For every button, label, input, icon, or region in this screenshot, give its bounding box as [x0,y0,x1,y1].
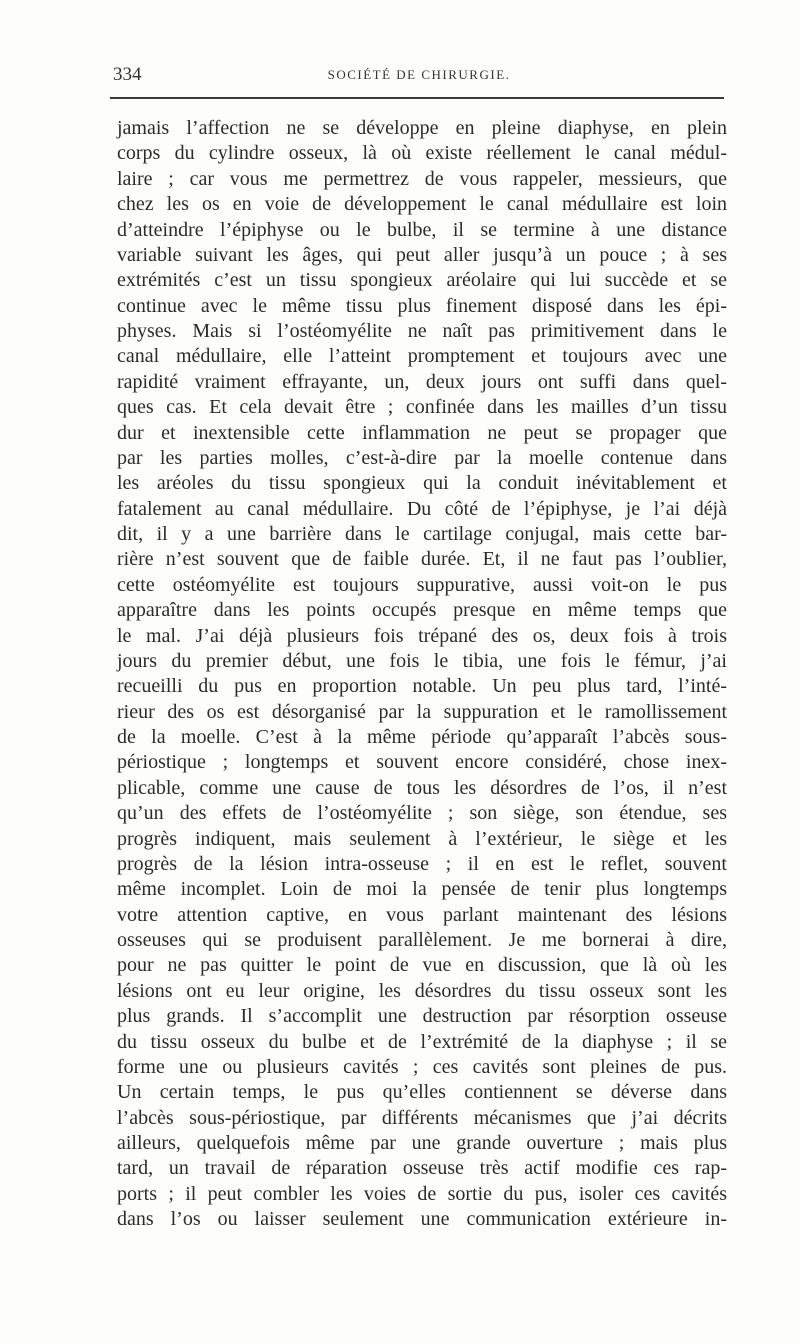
header-rule [110,97,724,99]
text-line: qu’un des effets de l’ostéomyélite ; son siège, son étendue, ses [117,802,727,825]
text-line: par les parties molles, c’est-à-dire par la moelle contenue dans [117,446,727,469]
page-number: 334 [113,64,142,85]
text-line: ques cas. Et cela devait être ; confinée dans les mailles d’un tissu [117,396,727,419]
text-line: chez les os en voie de développement le canal médullaire est loin [117,193,727,216]
text-line: de la moelle. C’est à la même période qu’apparaît l’abcès sous- [117,726,727,748]
text-line: les aréoles du tissu spongieux qui la conduit inévitablement et [117,472,727,495]
text-line: apparaître dans les points occupés presque en même temps que [117,599,727,622]
text-line: jours du premier début, une fois le tibia, une fois le fémur, j’ai [117,649,727,672]
text-line: fatalement au canal médullaire. Du côté de l’épiphyse, je l’ai déjà [117,497,727,520]
text-line: périostique ; longtemps et souvent encore considéré, chose inex- [117,751,727,774]
text-line: pour ne pas quitter le point de vue en discussion, que là où les [117,954,727,977]
text-line: lésions ont eu leur origine, les désordres du tissu osseux sont les [117,979,727,1002]
text-line: continue avec le même tissu plus finement disposé dans les épi- [117,294,727,317]
text-line: du tissu osseux du bulbe et de l’extrémité de la diaphyse ; il se [117,1030,727,1053]
text-line: dur et inextensible cette inflammation ne peut se propager que [117,421,727,444]
text-line: tard, un travail de réparation osseuse très actif modifie ces rap- [117,1157,727,1180]
text-line: d’atteindre l’épiphyse ou le bulbe, il se termine à une distance [117,218,727,241]
text-line: forme une ou plusieurs cavités ; ces cavités sont pleines de pus. [117,1055,727,1078]
text-line: extrémités c’est un tissu spongieux aréolaire qui lui succède et se [117,269,727,292]
text-line: osseuses qui se produisent parallèlement. Je me bornerai à dire, [117,929,727,951]
text-line: variable suivant les âges, qui peut aller jusqu’à un pouce ; à ses [117,243,727,266]
text-line: dans l’os ou laisser seulement une communication extérieure in- [117,1208,727,1231]
page-header [113,58,725,88]
text-line: Un certain temps, le pus qu’elles contiennent se déverse dans [117,1081,727,1104]
text-line: progrès indiquent, mais seulement à l’extérieur, le siège et les [117,827,727,850]
text-line: cette ostéomyélite est toujours suppurative, aussi voit-on le pus [117,573,727,596]
text-line: le mal. J’ai déjà plusieurs fois trépané des os, deux fois à trois [117,624,727,647]
text-line: laire ; car vous me permettrez de vous rappeler, messieurs, que [117,167,727,190]
text-line: rapidité vraiment effrayante, un, deux jours ont suffi dans quel- [117,370,727,393]
text-line: physes. Mais si l’ostéomyélite ne naît pas primitivement dans le [117,320,727,342]
text-line: rière n’est souvent que de faible durée. Et, il ne faut pas l’oublier, [117,548,727,571]
text-line: progrès de la lésion intra-osseuse ; il en est le reflet, souvent [117,852,727,875]
text-line: ports ; il peut combler les voies de sortie du pus, isoler ces cavités [117,1182,727,1205]
text-line: corps du cylindre osseux, là où existe réellement le canal médul- [117,142,727,165]
text-line: recueilli du pus en proportion notable. Un peu plus tard, l’inté- [117,675,727,698]
text-line: l’abcès sous-périostique, par différents mécanismes que j’ai décrits [117,1106,727,1129]
text-line: ailleurs, quelquefois même par une grande ouverture ; mais plus [117,1132,727,1154]
text-line: plicable, comme une cause de tous les désordres de l’os, il n’est [117,776,727,799]
text-line: votre attention captive, en vous parlant maintenant des lésions [117,903,727,926]
body-text [117,116,727,1233]
running-title: SOCIÉTÉ DE CHIRURGIE. [327,67,511,82]
text-line: rieur des os est désorganisé par la suppuration et le ramollissement [117,700,727,723]
text-line: canal médullaire, elle l’atteint promptement et toujours avec une [117,345,727,368]
text-line: plus grands. Il s’accomplit une destruction par résorption osseuse [117,1005,727,1028]
text-line: même incomplet. Loin de moi la pensée de tenir plus longtemps [117,878,727,901]
text-line: jamais l’affection ne se développe en pleine diaphyse, en plein [117,117,727,139]
text-line: dit, il y a une barrière dans le cartilage conjugal, mais cette bar- [117,523,727,545]
